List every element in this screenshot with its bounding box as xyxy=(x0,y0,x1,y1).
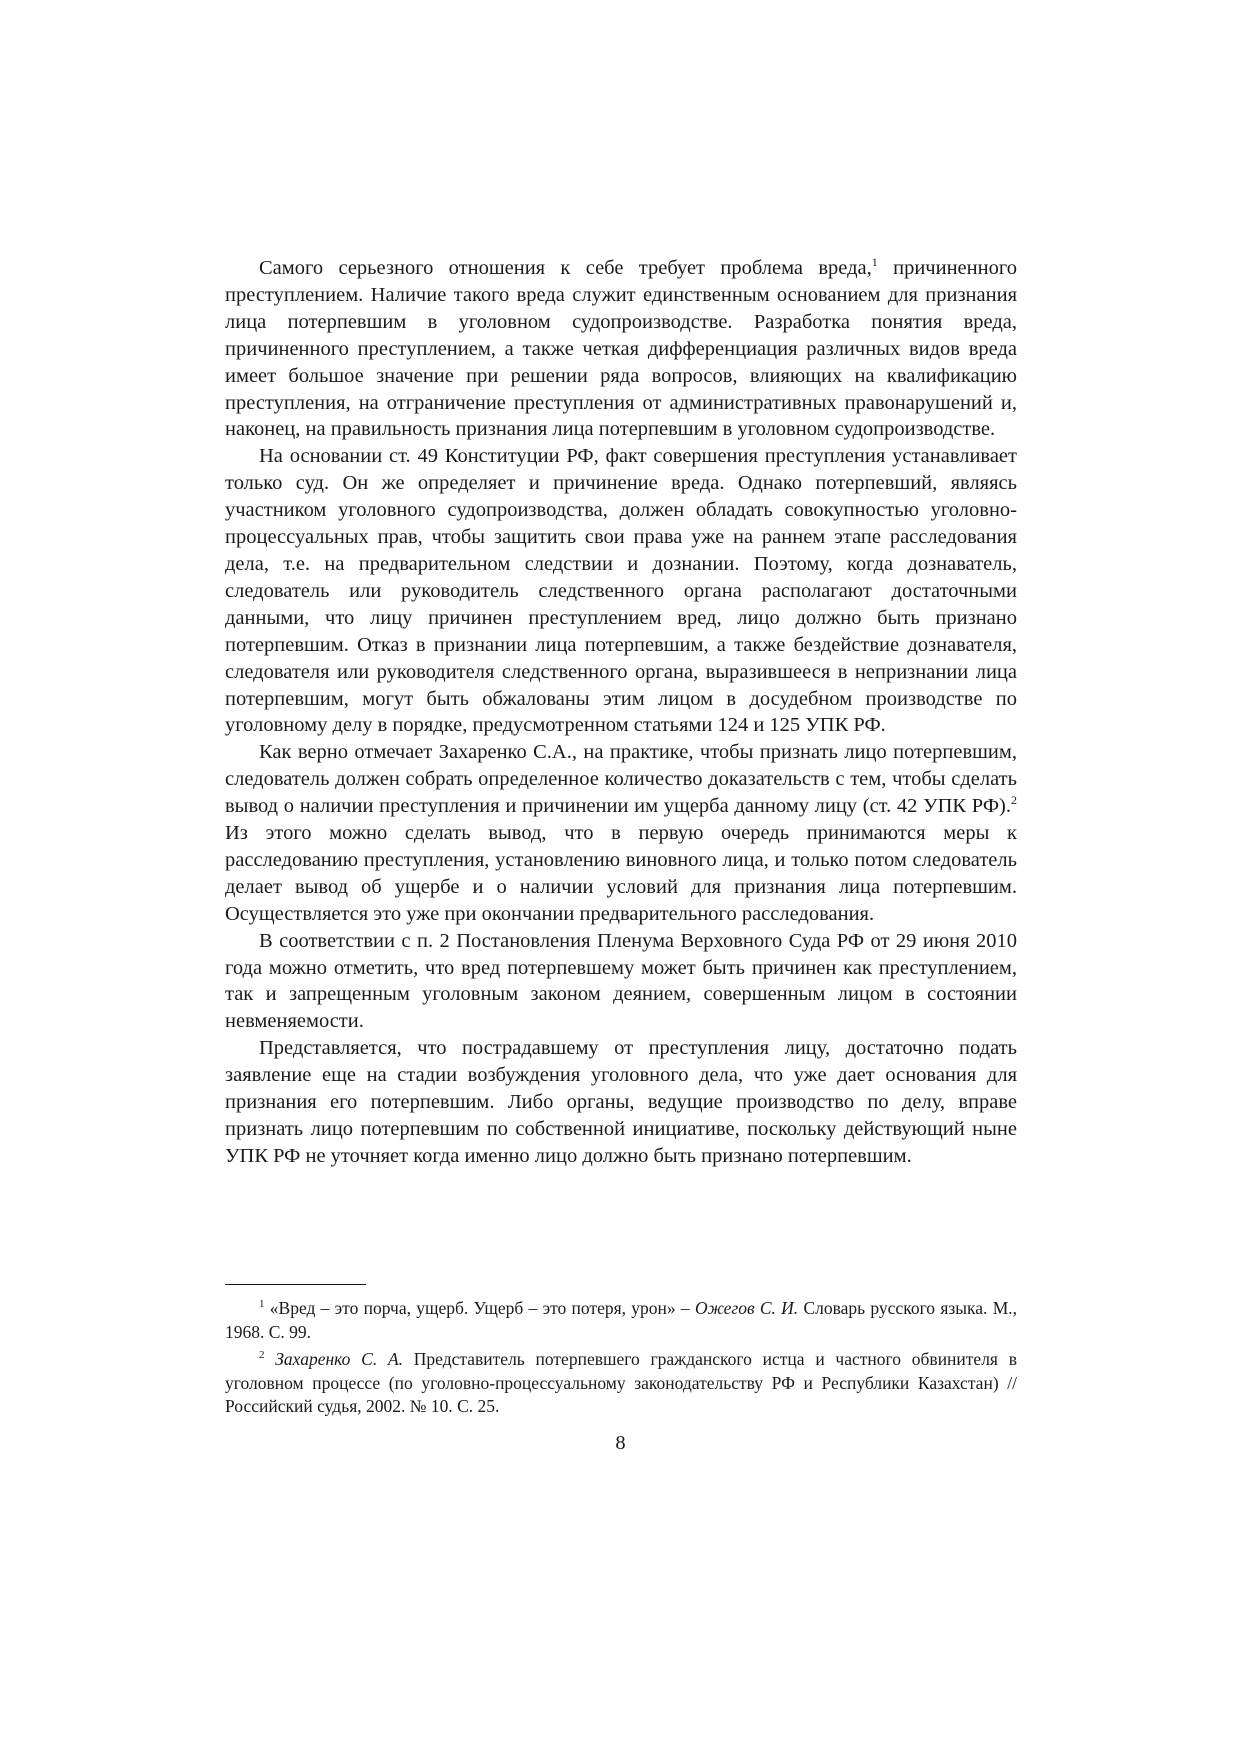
footnote-2-author: Захаренко С. А. xyxy=(275,1349,404,1369)
footnotes xyxy=(225,1297,1017,1423)
footnote-2-number: 2 xyxy=(259,1349,265,1362)
footnote-ref-1: 1 xyxy=(871,255,878,270)
footnote-1-author: Ожегов С. И. xyxy=(694,1298,799,1318)
page-number: 8 xyxy=(615,1432,626,1454)
paragraph-4 xyxy=(225,928,1017,1036)
footnote-1-number: 1 xyxy=(259,1298,265,1311)
footnote-1 xyxy=(225,1297,1017,1344)
paragraph-2 xyxy=(225,443,1017,739)
paragraph-2-text: На основании ст. 49 Конституции РФ, факт совершения преступления устанавливает только суд. Он же определяет и причинение вреда. Однако потерпевший, являясь участником уголовного судопроизводства, должен обладать совокупностью уголовно-процессуальных прав, чтобы защитить свои права уже на раннем этапе расследования дела, т.е. на предварительном следствии и дознании. Поэтому, когда дознаватель, следователь или руководитель следственного органа располагают достаточными данными, что лицу причинен преступлением вред, лицо должно быть признано потерпевшим. Отказ в признании лица потерпевшим, а также бездействие дознавателя, следователя или руководителя следственного органа, выразившееся в непризнании лица потерпевшим, могут быть обжалованы этим лицом в досудебном производстве по уголовному делу в порядке, предусмотренном статьями 124 и 125 УПК РФ. xyxy=(225,445,1017,737)
paragraph-3-text: Как верно отмечает Захаренко С.А., на практике, чтобы признать лицо потерпевшим, следователь должен собрать определенное количество доказательств с тем, чтобы сделать вывод о наличии преступления и причинении им ущерба данному лицу (ст. 42 УПК РФ). xyxy=(225,741,1017,818)
paragraph-3 xyxy=(225,739,1017,927)
paragraph-4-text: В соответствии с п. 2 Постановления Пленума Верховного Суда РФ от 29 июня 2010 года можно отметить, что вред потерпевшему может быть причинен как преступлением, так и запрещенным уголовным законом деянием, совершенным лицом в состоянии невменяемости. xyxy=(225,929,1017,1033)
footnote-ref-2: 2 xyxy=(1011,793,1017,808)
footnote-1-text: «Вред – это порча, ущерб. Ущерб – это потеря, урон» – xyxy=(264,1298,695,1318)
paragraph-3-text-cont: Из этого можно сделать вывод, что в первую очередь принимаются меры к расследованию преступления, установлению виновного лица, и только потом следователь делает вывод об ущербе и о наличии условий для признания лица потерпевшим. Осуществляется это уже при окончании предварительного расследования. xyxy=(225,822,1017,925)
footnote-1-source: Словарь русского языка. М., 1968. С. 99. xyxy=(225,1298,1018,1342)
footnote-separator xyxy=(225,1284,366,1285)
paragraph-5 xyxy=(225,1035,1017,1170)
footnote-2-source: Представитель потерпевшего гражданского истца и частного обвинителя в уголовном процессе (по уголовно-процессуальному законодательству РФ и Республики Казахстан) // Российский судья, 2002. № 10. С. 25. xyxy=(225,1349,1017,1416)
paragraph-1-text-cont: причиненного преступлением. Наличие такого вреда служит единственным основанием для признания лица потерпевшим в уголовном судопроизводстве. Разработка понятия вреда, причиненного преступлением, а также четкая дифференциация различных видов вреда имеет большое значение при решении ряда вопросов, влияющих на квалификацию преступления, на отграничение преступления от административных правонарушений и, наконец, на правильность признания лица потерпевшим в уголовном судопроизводстве. xyxy=(225,257,1017,441)
paragraph-1 xyxy=(225,255,1017,443)
footnote-2-text xyxy=(265,1349,276,1369)
footnote-2 xyxy=(225,1348,1017,1419)
paragraph-1-text: Самого серьезного отношения к себе требует проблема вреда, xyxy=(259,257,872,279)
paragraph-5-text: Представляется, что пострадавшему от преступления лицу, достаточно подать заявление еще на стадии возбуждения уголовного дела, что уже дает основания для признания его потерпевшим. Либо органы, ведущие производство по делу, вправе признать лицо потерпевшим по собственной инициативе, поскольку действующий ныне УПК РФ не уточняет когда именно лицо должно быть признано потерпевшим. xyxy=(225,1037,1017,1167)
main-text xyxy=(225,255,1017,1170)
